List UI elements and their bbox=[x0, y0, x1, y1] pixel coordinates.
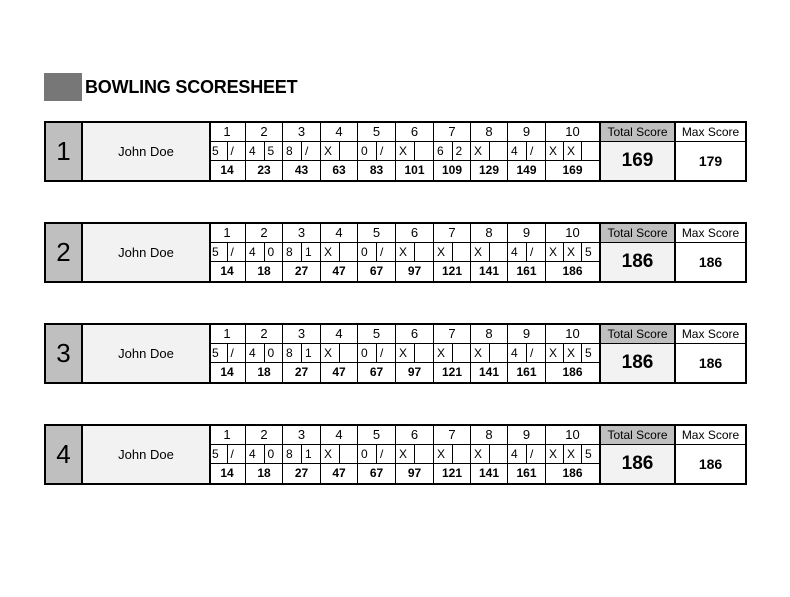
roll-cell[interactable]: / bbox=[380, 245, 384, 259]
frame-rolls bbox=[434, 243, 470, 262]
frame-score: 97 bbox=[407, 365, 422, 379]
frame-score: 27 bbox=[294, 264, 309, 278]
roll-cell[interactable]: / bbox=[380, 346, 384, 360]
roll-cell[interactable]: 8 bbox=[283, 344, 302, 362]
frame-score: 83 bbox=[369, 163, 384, 177]
roll-cell[interactable]: 5 bbox=[209, 142, 228, 160]
total-score-value: 186 bbox=[601, 243, 676, 281]
frame-number: 5 bbox=[358, 123, 395, 142]
max-score-header: Max Score bbox=[676, 123, 745, 142]
roll-cell[interactable]: / bbox=[230, 144, 234, 158]
frame-score: 67 bbox=[369, 365, 384, 379]
roll-cell[interactable] bbox=[415, 142, 433, 160]
max-score-value: 186 bbox=[698, 456, 723, 472]
frame-rolls bbox=[396, 445, 433, 464]
player-name[interactable]: John Doe bbox=[83, 123, 211, 180]
frame-number: 3 bbox=[283, 224, 320, 243]
roll-cell[interactable]: / bbox=[530, 447, 534, 461]
frame-score: 186 bbox=[562, 365, 583, 379]
frame-score: 186 bbox=[562, 466, 583, 480]
frame-score: 121 bbox=[441, 365, 463, 379]
frame-number: 8 bbox=[471, 224, 507, 243]
frame-5 bbox=[358, 224, 396, 281]
frame-rolls bbox=[321, 142, 357, 161]
frame-7 bbox=[434, 325, 471, 382]
frame-number: 6 bbox=[396, 123, 433, 142]
roll-cell[interactable]: X bbox=[321, 344, 340, 362]
frame-rolls bbox=[434, 445, 470, 464]
frame-3 bbox=[283, 426, 321, 483]
game-number: 3 bbox=[46, 325, 83, 382]
frame-9 bbox=[508, 325, 546, 382]
frame-2 bbox=[246, 325, 283, 382]
frame-number: 1 bbox=[209, 426, 245, 445]
frame-5 bbox=[358, 426, 396, 483]
roll-cell[interactable] bbox=[340, 243, 358, 261]
roll-cell[interactable]: / bbox=[380, 144, 384, 158]
frame-rolls bbox=[283, 142, 320, 161]
player-name[interactable]: John Doe bbox=[83, 325, 211, 382]
frame-number: 10 bbox=[546, 123, 599, 142]
roll-cell[interactable]: X bbox=[396, 344, 415, 362]
frame-score: 149 bbox=[516, 163, 537, 177]
max-score-header: Max Score bbox=[676, 426, 745, 445]
game-card bbox=[44, 222, 747, 283]
frame-score: 18 bbox=[257, 264, 271, 278]
frame-rolls bbox=[396, 344, 433, 363]
roll-cell[interactable]: 0 bbox=[358, 243, 377, 261]
frame-rolls bbox=[246, 445, 282, 464]
frame-5 bbox=[358, 325, 396, 382]
frame-rolls bbox=[471, 445, 507, 464]
frame-7 bbox=[434, 224, 471, 281]
frame-rolls bbox=[396, 142, 433, 161]
roll-cell[interactable] bbox=[453, 344, 471, 362]
frame-score: 101 bbox=[404, 163, 425, 177]
frame-rolls bbox=[283, 243, 320, 262]
roll-cell[interactable]: 4 bbox=[246, 344, 265, 362]
roll-cell[interactable]: 0 bbox=[358, 344, 377, 362]
game-number: 2 bbox=[46, 224, 83, 281]
frame-7 bbox=[434, 123, 471, 180]
frame-rolls bbox=[471, 243, 507, 262]
frame-3 bbox=[283, 224, 321, 281]
max-score-header: Max Score bbox=[676, 325, 745, 344]
player-name[interactable]: John Doe bbox=[83, 426, 211, 483]
roll-cell[interactable] bbox=[453, 445, 471, 463]
frame-number: 7 bbox=[434, 123, 470, 142]
frame-4 bbox=[321, 426, 358, 483]
frame-number: 1 bbox=[209, 123, 245, 142]
roll-cell[interactable]: 0 bbox=[267, 447, 275, 461]
roll-cell[interactable]: 4 bbox=[508, 344, 527, 362]
frame-score: 14 bbox=[220, 466, 234, 480]
frame-number: 9 bbox=[508, 426, 545, 445]
roll-cell[interactable] bbox=[490, 445, 508, 463]
roll-cell[interactable]: / bbox=[530, 144, 534, 158]
frame-number: 10 bbox=[546, 426, 599, 445]
frame-1 bbox=[209, 426, 246, 483]
frame-score: 141 bbox=[478, 466, 500, 480]
frame-score: 18 bbox=[257, 365, 271, 379]
roll-cell[interactable]: 5 bbox=[585, 245, 592, 259]
roll-cell[interactable]: / bbox=[230, 346, 234, 360]
frame-score: 169 bbox=[562, 163, 583, 177]
frame-number: 7 bbox=[434, 224, 470, 243]
roll-cell[interactable]: 0 bbox=[358, 445, 377, 463]
frame-1 bbox=[209, 325, 246, 382]
frame-number: 2 bbox=[246, 426, 282, 445]
roll-cell[interactable]: 5 bbox=[209, 243, 228, 261]
frame-score: 161 bbox=[516, 264, 537, 278]
roll-cell[interactable]: X bbox=[321, 243, 340, 261]
frame-rolls bbox=[321, 445, 357, 464]
roll-cell[interactable] bbox=[340, 445, 358, 463]
frame-6 bbox=[396, 224, 434, 281]
roll-cell[interactable]: 6 bbox=[434, 142, 453, 160]
roll-cell[interactable]: 5 bbox=[209, 344, 228, 362]
frame-1 bbox=[209, 123, 246, 180]
game-card bbox=[44, 323, 747, 384]
roll-cell[interactable]: 1 bbox=[305, 447, 312, 461]
roll-cell[interactable]: X bbox=[434, 344, 453, 362]
frame-number: 7 bbox=[434, 325, 470, 344]
frame-number: 3 bbox=[283, 123, 320, 142]
player-name[interactable]: John Doe bbox=[83, 224, 211, 281]
max-score-value: 186 bbox=[698, 254, 723, 270]
frame-score: 141 bbox=[478, 365, 500, 379]
frame-4 bbox=[321, 224, 358, 281]
total-score-value: 186 bbox=[601, 344, 676, 382]
max-score-header: Max Score bbox=[676, 224, 745, 243]
roll-cell[interactable] bbox=[490, 344, 508, 362]
frame-number: 6 bbox=[396, 325, 433, 344]
frame-rolls bbox=[209, 142, 245, 161]
frame-score: 14 bbox=[220, 365, 234, 379]
roll-cell[interactable]: X bbox=[564, 344, 582, 362]
frame-score: 47 bbox=[332, 264, 346, 278]
roll-cell[interactable]: X bbox=[471, 142, 490, 160]
frame-2 bbox=[246, 224, 283, 281]
frame-number: 3 bbox=[283, 325, 320, 344]
roll-cell[interactable]: 0 bbox=[267, 245, 275, 259]
frame-2 bbox=[246, 123, 283, 180]
roll-cell[interactable]: X bbox=[434, 243, 453, 261]
frame-number: 5 bbox=[358, 325, 395, 344]
roll-cell[interactable]: 4 bbox=[508, 445, 527, 463]
roll-cell[interactable]: X bbox=[321, 445, 340, 463]
roll-cell[interactable]: 4 bbox=[246, 445, 265, 463]
frame-number: 2 bbox=[246, 123, 282, 142]
frame-number: 10 bbox=[546, 224, 599, 243]
frame-rolls bbox=[546, 142, 599, 161]
frame-score: 47 bbox=[332, 365, 346, 379]
frame-10 bbox=[546, 123, 601, 180]
frame-9 bbox=[508, 224, 546, 281]
frame-7 bbox=[434, 426, 471, 483]
frame-number: 10 bbox=[546, 325, 599, 344]
frame-number: 9 bbox=[508, 325, 545, 344]
roll-cell[interactable]: X bbox=[321, 142, 340, 160]
frame-score: 18 bbox=[257, 466, 271, 480]
roll-cell[interactable]: 5 bbox=[585, 447, 592, 461]
roll-cell[interactable]: X bbox=[546, 445, 564, 463]
frame-9 bbox=[508, 426, 546, 483]
roll-cell[interactable]: X bbox=[546, 142, 564, 160]
roll-cell[interactable]: / bbox=[305, 144, 309, 158]
roll-cell[interactable]: 1 bbox=[305, 346, 312, 360]
frame-6 bbox=[396, 123, 434, 180]
frame-rolls bbox=[546, 445, 599, 464]
roll-cell[interactable]: / bbox=[530, 245, 534, 259]
game-number: 1 bbox=[46, 123, 83, 180]
frame-rolls bbox=[508, 344, 545, 363]
frame-number: 9 bbox=[508, 224, 545, 243]
roll-cell[interactable]: 1 bbox=[305, 245, 312, 259]
roll-cell[interactable]: 0 bbox=[358, 142, 377, 160]
frame-rolls bbox=[246, 142, 282, 161]
frame-rolls bbox=[283, 445, 320, 464]
frame-8 bbox=[471, 224, 508, 281]
frame-number: 6 bbox=[396, 224, 433, 243]
frame-score: 141 bbox=[478, 264, 500, 278]
frame-score: 97 bbox=[407, 264, 422, 278]
frame-score: 97 bbox=[407, 466, 422, 480]
frame-rolls bbox=[434, 142, 470, 161]
total-score-header: Total Score bbox=[601, 325, 676, 344]
frame-3 bbox=[283, 123, 321, 180]
frame-4 bbox=[321, 123, 358, 180]
roll-cell[interactable]: / bbox=[230, 245, 234, 259]
roll-cell[interactable]: X bbox=[434, 445, 453, 463]
game-card bbox=[44, 121, 747, 182]
frame-rolls bbox=[321, 344, 357, 363]
roll-cell[interactable]: 4 bbox=[508, 142, 527, 160]
roll-cell[interactable] bbox=[415, 243, 433, 261]
roll-cell[interactable]: 2 bbox=[455, 144, 463, 158]
roll-cell[interactable]: X bbox=[471, 243, 490, 261]
roll-cell[interactable]: X bbox=[564, 142, 582, 160]
frame-score: 121 bbox=[441, 466, 463, 480]
frame-rolls bbox=[358, 243, 395, 262]
frame-score: 47 bbox=[332, 466, 346, 480]
frame-number: 1 bbox=[209, 224, 245, 243]
frame-rolls bbox=[546, 243, 599, 262]
roll-cell[interactable]: X bbox=[396, 243, 415, 261]
frame-rolls bbox=[471, 344, 507, 363]
frame-number: 2 bbox=[246, 325, 282, 344]
total-score-header: Total Score bbox=[601, 123, 676, 142]
roll-cell[interactable]: / bbox=[530, 346, 534, 360]
frame-8 bbox=[471, 426, 508, 483]
roll-cell[interactable] bbox=[415, 344, 433, 362]
frame-rolls bbox=[209, 445, 245, 464]
roll-cell[interactable]: X bbox=[564, 445, 582, 463]
frame-10 bbox=[546, 224, 601, 281]
roll-cell[interactable]: / bbox=[230, 447, 234, 461]
frame-rolls bbox=[209, 344, 245, 363]
frame-number: 3 bbox=[283, 426, 320, 445]
roll-cell[interactable]: 5 bbox=[209, 445, 228, 463]
roll-cell[interactable]: X bbox=[546, 243, 564, 261]
frame-number: 7 bbox=[434, 426, 470, 445]
frame-rolls bbox=[508, 445, 545, 464]
roll-cell[interactable]: 0 bbox=[267, 346, 275, 360]
frame-2 bbox=[246, 426, 283, 483]
frame-number: 8 bbox=[471, 325, 507, 344]
frame-number: 8 bbox=[471, 426, 507, 445]
frame-score: 63 bbox=[332, 163, 346, 177]
frame-rolls bbox=[209, 243, 245, 262]
frame-score: 161 bbox=[516, 365, 537, 379]
frame-number: 4 bbox=[321, 325, 357, 344]
frame-score: 27 bbox=[294, 365, 309, 379]
roll-cell[interactable]: X bbox=[546, 344, 564, 362]
frame-rolls bbox=[358, 142, 395, 161]
title-color-block bbox=[44, 73, 82, 101]
frame-score: 27 bbox=[294, 466, 309, 480]
frame-10 bbox=[546, 325, 601, 382]
roll-cell[interactable]: 4 bbox=[508, 243, 527, 261]
frame-score: 67 bbox=[369, 264, 384, 278]
frame-1 bbox=[209, 224, 246, 281]
frame-6 bbox=[396, 426, 434, 483]
frame-number: 9 bbox=[508, 123, 545, 142]
frame-score: 186 bbox=[562, 264, 583, 278]
frame-rolls bbox=[246, 243, 282, 262]
total-score-header: Total Score bbox=[601, 426, 676, 445]
frame-number: 5 bbox=[358, 224, 395, 243]
frame-8 bbox=[471, 123, 508, 180]
frame-number: 1 bbox=[209, 325, 245, 344]
frame-score: 23 bbox=[257, 163, 271, 177]
max-score-value: 186 bbox=[698, 355, 723, 371]
frame-rolls bbox=[508, 142, 545, 161]
frame-rolls bbox=[246, 344, 282, 363]
frame-score: 43 bbox=[294, 163, 309, 177]
roll-cell[interactable]: 5 bbox=[267, 144, 275, 158]
frame-5 bbox=[358, 123, 396, 180]
game-number: 4 bbox=[46, 426, 83, 483]
frame-rolls bbox=[434, 344, 470, 363]
frame-rolls bbox=[546, 344, 599, 363]
roll-cell[interactable] bbox=[340, 142, 358, 160]
roll-cell[interactable]: 5 bbox=[585, 346, 592, 360]
frame-number: 4 bbox=[321, 426, 357, 445]
frame-number: 2 bbox=[246, 224, 282, 243]
frame-score: 129 bbox=[478, 163, 500, 177]
roll-cell[interactable]: 4 bbox=[246, 142, 265, 160]
total-score-value: 169 bbox=[601, 142, 676, 180]
roll-cell[interactable]: / bbox=[380, 447, 384, 461]
frame-6 bbox=[396, 325, 434, 382]
frame-rolls bbox=[321, 243, 357, 262]
frame-3 bbox=[283, 325, 321, 382]
frame-score: 109 bbox=[441, 163, 463, 177]
frame-rolls bbox=[508, 243, 545, 262]
roll-cell[interactable]: 8 bbox=[283, 243, 302, 261]
game-card bbox=[44, 424, 747, 485]
frame-score: 121 bbox=[441, 264, 463, 278]
roll-cell[interactable]: 4 bbox=[246, 243, 265, 261]
frame-rolls bbox=[283, 344, 320, 363]
roll-cell[interactable]: X bbox=[396, 445, 415, 463]
roll-cell[interactable] bbox=[415, 445, 433, 463]
total-score-value: 186 bbox=[601, 445, 676, 483]
total-score-header: Total Score bbox=[601, 224, 676, 243]
roll-cell[interactable] bbox=[453, 243, 471, 261]
max-score-value: 179 bbox=[698, 153, 723, 169]
frame-number: 6 bbox=[396, 426, 433, 445]
frame-4 bbox=[321, 325, 358, 382]
roll-cell[interactable]: 8 bbox=[283, 142, 302, 160]
roll-cell[interactable]: X bbox=[471, 344, 490, 362]
roll-cell[interactable] bbox=[490, 243, 508, 261]
page-title: BOWLING SCORESHEET bbox=[85, 77, 298, 97]
frame-number: 8 bbox=[471, 123, 507, 142]
frame-8 bbox=[471, 325, 508, 382]
roll-cell[interactable]: X bbox=[564, 243, 582, 261]
frame-score: 161 bbox=[516, 466, 537, 480]
frame-score: 14 bbox=[220, 163, 234, 177]
frame-10 bbox=[546, 426, 601, 483]
frame-number: 4 bbox=[321, 224, 357, 243]
frame-rolls bbox=[471, 142, 507, 161]
roll-cell[interactable]: X bbox=[471, 445, 490, 463]
frame-number: 5 bbox=[358, 426, 395, 445]
frame-rolls bbox=[396, 243, 433, 262]
frame-score: 14 bbox=[220, 264, 234, 278]
roll-cell[interactable] bbox=[490, 142, 508, 160]
frame-score: 67 bbox=[369, 466, 384, 480]
frame-rolls bbox=[358, 445, 395, 464]
roll-cell[interactable]: 8 bbox=[283, 445, 302, 463]
roll-cell[interactable] bbox=[340, 344, 358, 362]
frame-9 bbox=[508, 123, 546, 180]
frame-rolls bbox=[358, 344, 395, 363]
frame-number: 4 bbox=[321, 123, 357, 142]
roll-cell[interactable]: X bbox=[396, 142, 415, 160]
roll-cell[interactable] bbox=[582, 142, 599, 160]
